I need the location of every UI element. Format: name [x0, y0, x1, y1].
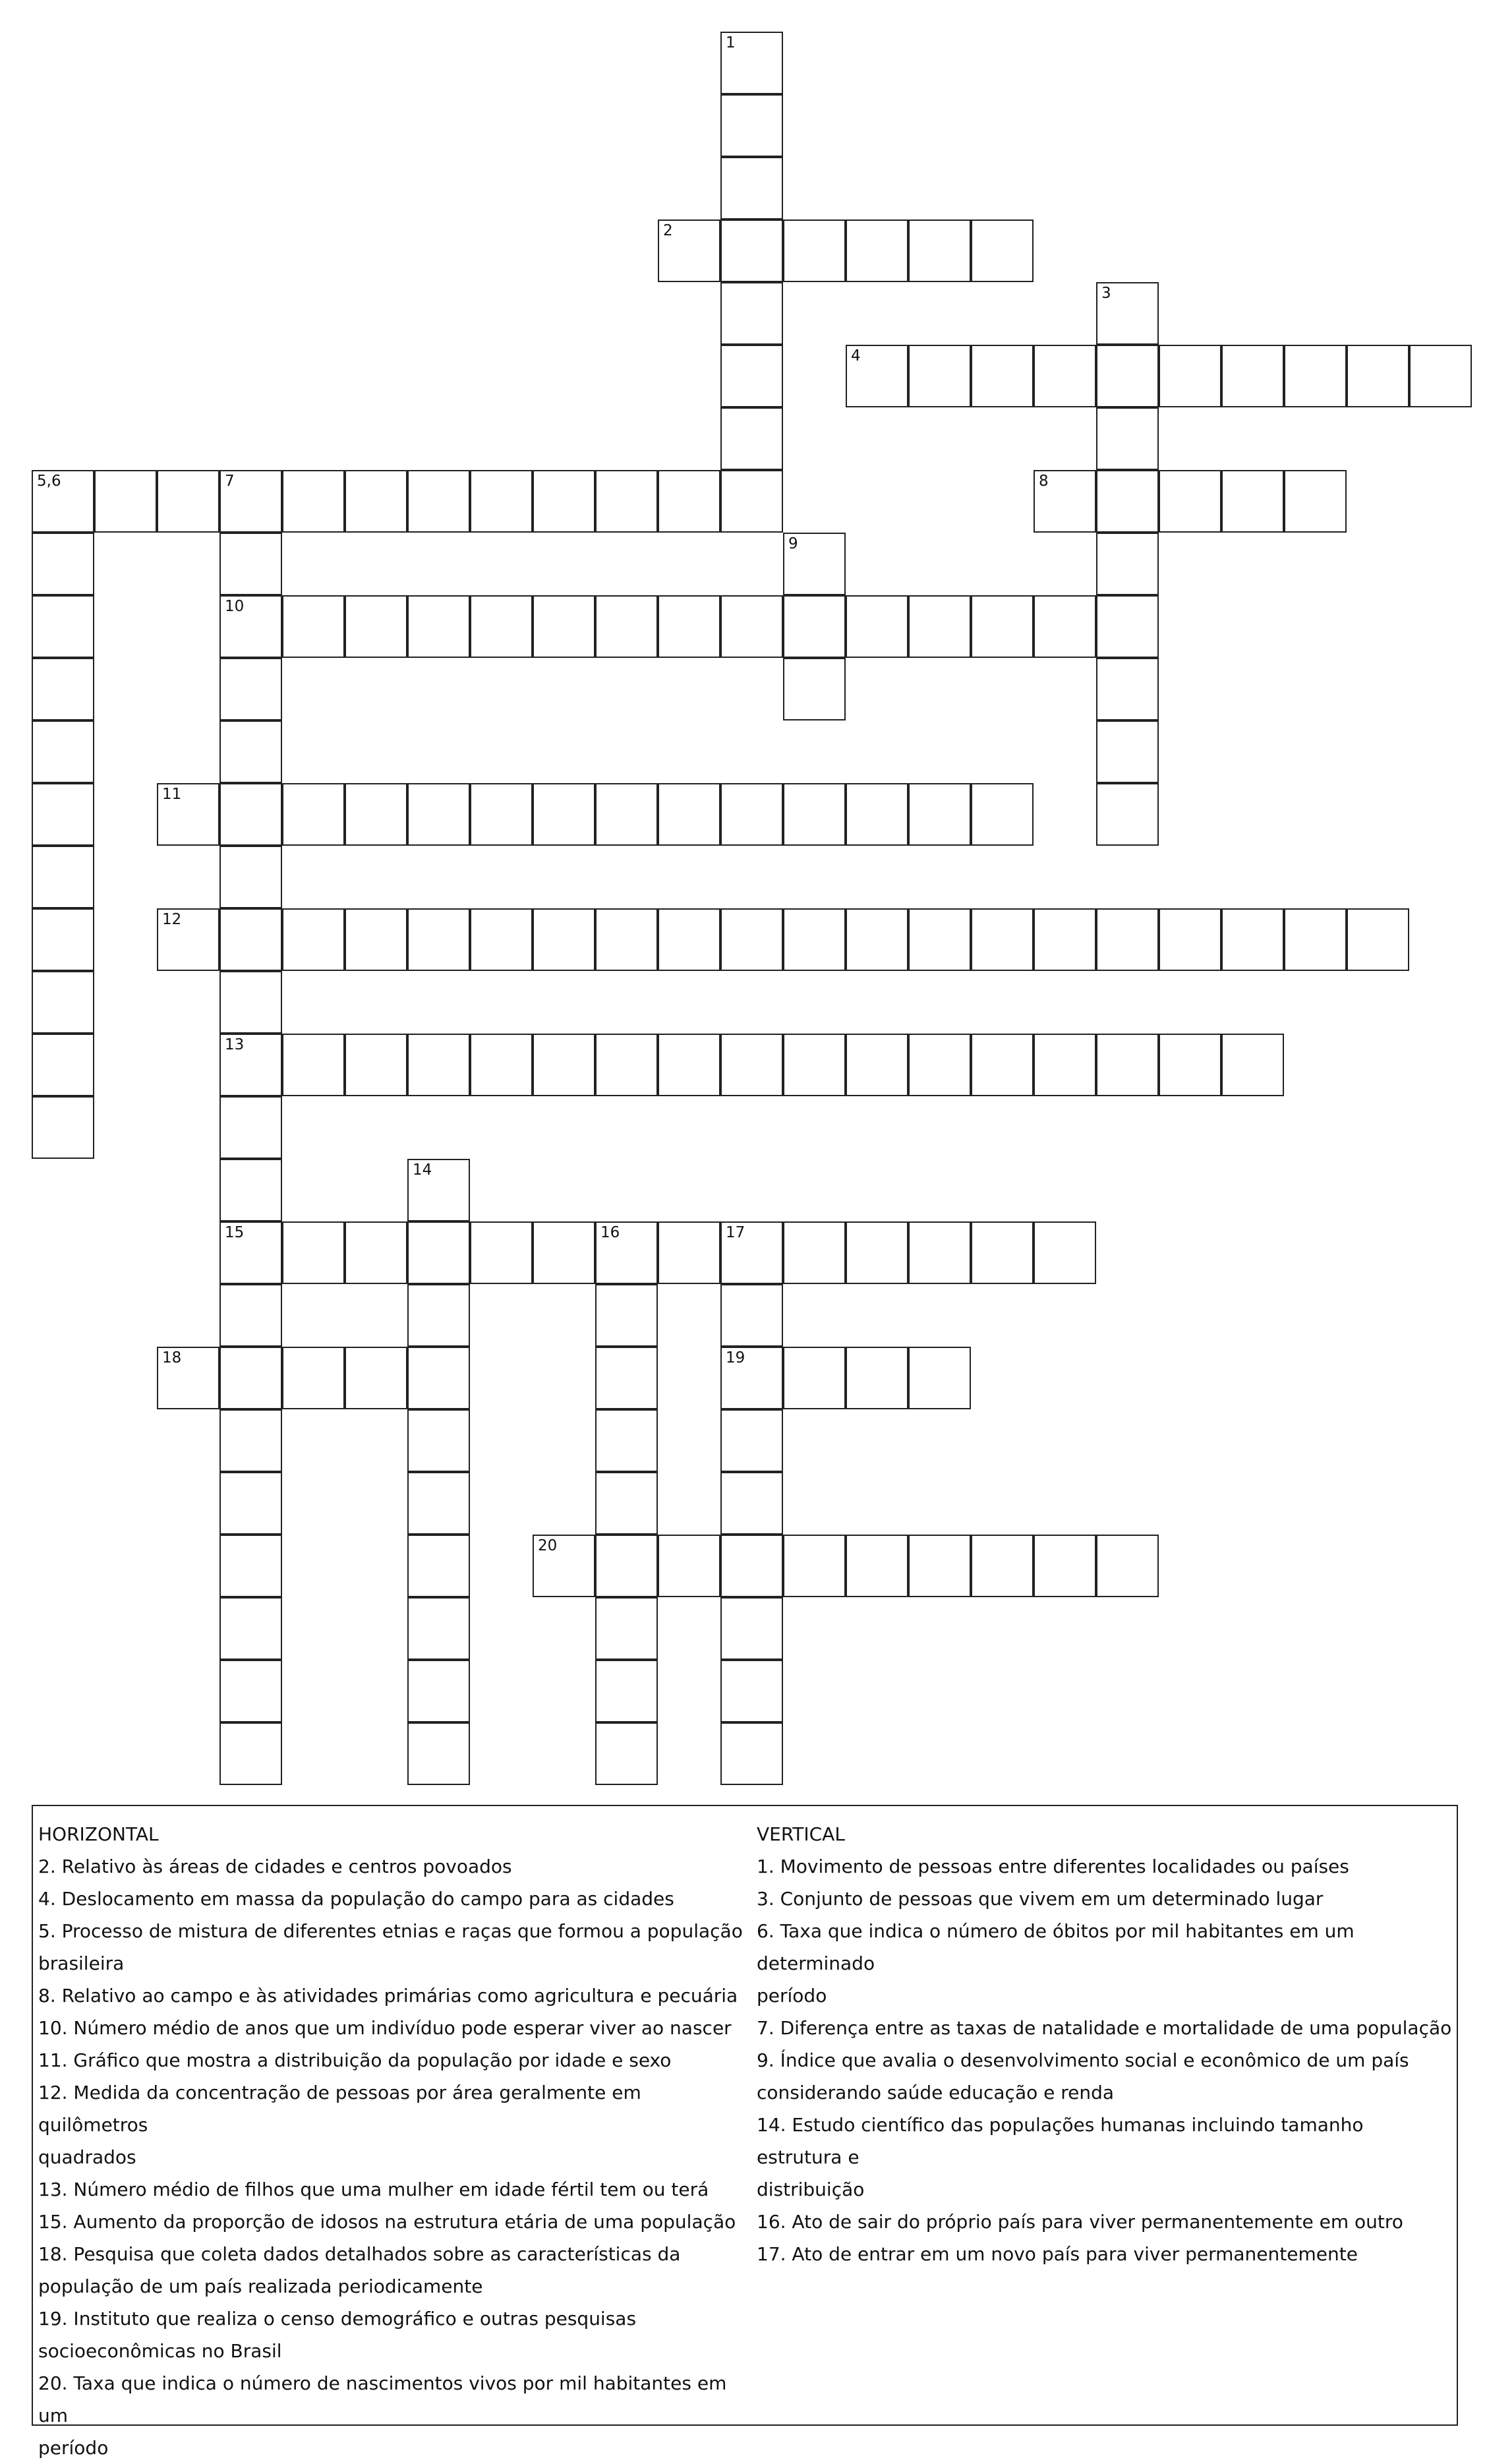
- crossword-cell[interactable]: [533, 783, 595, 846]
- crossword-cell[interactable]: [658, 783, 720, 846]
- crossword-cell[interactable]: [533, 1034, 595, 1096]
- crossword-cell[interactable]: [219, 783, 282, 846]
- clue-number: 17: [726, 1224, 745, 1241]
- crossword-cell[interactable]: [783, 1347, 846, 1409]
- crossword-cell[interactable]: [32, 1096, 94, 1159]
- crossword-cell[interactable]: [157, 908, 219, 971]
- vertical-clue-line: 9. Índice que avalia o desenvolvimento social e econômico de um país: [757, 2049, 1409, 2071]
- horizontal-clue-line: brasileira: [38, 1952, 125, 1974]
- crossword-cell[interactable]: [219, 658, 282, 720]
- crossword-cell[interactable]: [720, 1409, 783, 1472]
- crossword-cell[interactable]: [470, 595, 533, 658]
- crossword-cell[interactable]: [658, 1535, 720, 1597]
- horizontal-clue-line: 15. Aumento da proporção de idosos na estrutura etária de uma população: [38, 2211, 736, 2233]
- crossword-cell[interactable]: [908, 220, 971, 282]
- clue-number: 8: [1039, 473, 1049, 490]
- crossword-cell[interactable]: [1096, 407, 1159, 470]
- crossword-cell[interactable]: [533, 595, 595, 658]
- crossword-cell[interactable]: [407, 1660, 470, 1722]
- crossword-cell[interactable]: [282, 1347, 345, 1409]
- crossword-cell[interactable]: [971, 220, 1034, 282]
- clue-number: 15: [225, 1224, 245, 1241]
- crossword-cell[interactable]: [720, 94, 783, 157]
- crossword-cell[interactable]: [1034, 595, 1096, 658]
- crossword-cell[interactable]: [157, 470, 219, 533]
- crossword-cell[interactable]: [407, 1472, 470, 1535]
- crossword-cell[interactable]: [407, 1159, 470, 1221]
- crossword-cell[interactable]: [407, 1535, 470, 1597]
- crossword-cell[interactable]: [32, 846, 94, 908]
- crossword-cell[interactable]: [470, 908, 533, 971]
- crossword-cell[interactable]: [157, 1347, 219, 1409]
- crossword-cell[interactable]: [1159, 1034, 1221, 1096]
- crossword-cell[interactable]: [720, 407, 783, 470]
- crossword-cell[interactable]: [219, 1472, 282, 1535]
- crossword-cell[interactable]: [407, 783, 470, 846]
- crossword-cell[interactable]: [1096, 282, 1159, 345]
- crossword-cell[interactable]: [282, 595, 345, 658]
- horizontal-clue-line: quadrados: [38, 2146, 136, 2168]
- crossword-cell[interactable]: [32, 470, 94, 533]
- crossword-cell[interactable]: [846, 1221, 908, 1284]
- crossword-cell[interactable]: [32, 971, 94, 1034]
- crossword-cell[interactable]: [1034, 470, 1096, 533]
- crossword-cell[interactable]: [783, 220, 846, 282]
- horizontal-clues: [38, 1818, 747, 2464]
- crossword-cell[interactable]: [783, 908, 846, 971]
- clue-number: 9: [788, 535, 798, 552]
- crossword-cell[interactable]: [595, 1221, 658, 1284]
- crossword-cell[interactable]: [32, 908, 94, 971]
- clue-number: 12: [162, 911, 182, 928]
- crossword-cell[interactable]: [595, 1409, 658, 1472]
- crossword-cell[interactable]: [282, 1034, 345, 1096]
- crossword-cell[interactable]: [720, 1535, 783, 1597]
- crossword-cell[interactable]: [720, 1722, 783, 1785]
- crossword-cell[interactable]: [533, 1221, 595, 1284]
- crossword-cell[interactable]: [971, 908, 1034, 971]
- crossword-cell[interactable]: [1221, 908, 1284, 971]
- crossword-cell[interactable]: [533, 470, 595, 533]
- crossword-cell[interactable]: [219, 1722, 282, 1785]
- crossword-cell[interactable]: [908, 783, 971, 846]
- crossword-cell[interactable]: [720, 157, 783, 220]
- horizontal-clue-line: população de um país realizada periodicamente: [38, 2275, 483, 2297]
- crossword-cell[interactable]: [1034, 908, 1096, 971]
- crossword-cell[interactable]: [720, 32, 783, 94]
- crossword-cell[interactable]: [658, 470, 720, 533]
- crossword-cell[interactable]: [908, 1034, 971, 1096]
- crossword-cell[interactable]: [846, 220, 908, 282]
- crossword-cell[interactable]: [533, 1535, 595, 1597]
- crossword-cell[interactable]: [219, 846, 282, 908]
- horizontal-clues-title: HORIZONTAL: [38, 1823, 159, 1845]
- horizontal-clue-list: [38, 1850, 747, 2464]
- clue-number: 7: [225, 473, 235, 490]
- vertical-clue-line: 14. Estudo científico das populações humanas incluindo tamanho estrutura e: [757, 2114, 1364, 2168]
- vertical-clue-line: 6. Taxa que indica o número de óbitos por mil habitantes em um determinado: [757, 1920, 1355, 1974]
- crossword-cell[interactable]: [219, 1096, 282, 1159]
- crossword-cell[interactable]: [1159, 470, 1221, 533]
- horizontal-clue-line: 8. Relativo ao campo e às atividades primárias como agricultura e pecuária: [38, 1985, 738, 2007]
- horizontal-clue-line: período: [38, 2437, 109, 2459]
- crossword-cell[interactable]: [32, 595, 94, 658]
- crossword-cell[interactable]: [1096, 908, 1159, 971]
- crossword-cell[interactable]: [658, 1034, 720, 1096]
- horizontal-clue-line: 4. Deslocamento em massa da população do campo para as cidades: [38, 1888, 674, 1910]
- crossword-cell[interactable]: [219, 470, 282, 533]
- crossword-cell[interactable]: [1096, 470, 1159, 533]
- crossword-cell[interactable]: [783, 1535, 846, 1597]
- vertical-clue-line: 3. Conjunto de pessoas que vivem em um determinado lugar: [757, 1888, 1324, 1910]
- crossword-cell[interactable]: [971, 1034, 1034, 1096]
- crossword-cell[interactable]: [219, 595, 282, 658]
- crossword-cell[interactable]: [219, 1535, 282, 1597]
- horizontal-clue-line: 11. Gráfico que mostra a distribuição da população por idade e sexo: [38, 2049, 672, 2071]
- crossword-cell[interactable]: [595, 595, 658, 658]
- crossword-cell[interactable]: [1159, 908, 1221, 971]
- crossword-cell[interactable]: [908, 1347, 971, 1409]
- horizontal-clue-line: 2. Relativo às áreas de cidades e centros povoados: [38, 1856, 512, 1877]
- crossword-cell[interactable]: [1034, 1535, 1096, 1597]
- crossword-cell[interactable]: [1096, 658, 1159, 720]
- crossword-cell[interactable]: [407, 595, 470, 658]
- crossword-cell[interactable]: [720, 783, 783, 846]
- crossword-cell[interactable]: [219, 908, 282, 971]
- crossword-cell[interactable]: [219, 1660, 282, 1722]
- crossword-cell[interactable]: [470, 470, 533, 533]
- clue-number: 18: [162, 1349, 182, 1366]
- clue-number: 20: [538, 1537, 558, 1554]
- crossword-cell[interactable]: [470, 1221, 533, 1284]
- crossword-cell[interactable]: [658, 908, 720, 971]
- crossword-cell[interactable]: [720, 470, 783, 533]
- crossword-cell[interactable]: [1221, 1034, 1284, 1096]
- clue-number: 5,6: [37, 473, 61, 490]
- crossword-cell[interactable]: [595, 908, 658, 971]
- crossword-cell[interactable]: [219, 1034, 282, 1096]
- clue-number: 14: [413, 1161, 432, 1179]
- vertical-clue-line: considerando saúde educação e renda: [757, 2082, 1115, 2103]
- crossword-cell[interactable]: [595, 470, 658, 533]
- crossword-cell[interactable]: [282, 1221, 345, 1284]
- crossword-cell[interactable]: [32, 1034, 94, 1096]
- crossword-cell[interactable]: [783, 595, 846, 658]
- crossword-cell[interactable]: [32, 783, 94, 846]
- crossword-cell[interactable]: [720, 1472, 783, 1535]
- vertical-clue-line: 1. Movimento de pessoas entre diferentes localidades ou países: [757, 1856, 1349, 1877]
- crossword-cell[interactable]: [1096, 1034, 1159, 1096]
- vertical-clue-line: distribuição: [757, 2179, 865, 2200]
- vertical-clue-line: período: [757, 1985, 827, 2007]
- crossword-cell[interactable]: [908, 345, 971, 407]
- crossword-cell[interactable]: [595, 1660, 658, 1722]
- crossword-cell[interactable]: [1284, 470, 1347, 533]
- crossword-cell[interactable]: [720, 908, 783, 971]
- horizontal-clue-line: socioeconômicas no Brasil: [38, 2340, 282, 2362]
- crossword-cell[interactable]: [1347, 345, 1409, 407]
- crossword-cell[interactable]: [282, 783, 345, 846]
- crossword-cell[interactable]: [908, 1535, 971, 1597]
- crossword-cell[interactable]: [219, 1347, 282, 1409]
- crossword-cell[interactable]: [595, 1472, 658, 1535]
- horizontal-clue-line: 13. Número médio de filhos que uma mulher em idade fértil tem ou terá: [38, 2179, 709, 2200]
- clue-number: 16: [600, 1224, 620, 1241]
- vertical-clue-line: 16. Ato de sair do próprio país para viver permanentemente em outro: [757, 2211, 1403, 2233]
- clue-number: 2: [663, 222, 673, 239]
- crossword-cell[interactable]: [407, 1284, 470, 1347]
- crossword-cell[interactable]: [971, 1221, 1034, 1284]
- crossword-cell[interactable]: [846, 595, 908, 658]
- crossword-cell[interactable]: [219, 533, 282, 595]
- crossword-cell[interactable]: [1221, 345, 1284, 407]
- crossword-cell[interactable]: [1096, 595, 1159, 658]
- crossword-cell[interactable]: [407, 470, 470, 533]
- crossword-cell[interactable]: [720, 1660, 783, 1722]
- horizontal-clue-line: 19. Instituto que realiza o censo demográfico e outras pesquisas: [38, 2308, 637, 2330]
- crossword-cell[interactable]: [219, 1221, 282, 1284]
- crossword-cell[interactable]: [533, 908, 595, 971]
- crossword-cell[interactable]: [407, 1722, 470, 1785]
- crossword-cell[interactable]: [407, 1034, 470, 1096]
- crossword-cell[interactable]: [345, 470, 407, 533]
- horizontal-clue-line: 5. Processo de mistura de diferentes etnias e raças que formou a população: [38, 1920, 743, 1942]
- crossword-cell[interactable]: [783, 1034, 846, 1096]
- crossword-cell[interactable]: [783, 783, 846, 846]
- crossword-cell[interactable]: [345, 1221, 407, 1284]
- crossword-cell[interactable]: [345, 1347, 407, 1409]
- crossword-cell[interactable]: [219, 1284, 282, 1347]
- crossword-cell[interactable]: [1096, 720, 1159, 783]
- crossword-cell[interactable]: [407, 1409, 470, 1472]
- crossword-cell[interactable]: [1096, 533, 1159, 595]
- crossword-cell[interactable]: [407, 1347, 470, 1409]
- clue-number: 11: [162, 786, 182, 803]
- crossword-cell[interactable]: [783, 533, 846, 595]
- vertical-clues-title: VERTICAL: [757, 1823, 845, 1845]
- crossword-cell[interactable]: [658, 220, 720, 282]
- crossword-cell[interactable]: [595, 1722, 658, 1785]
- horizontal-clue-line: 10. Número médio de anos que um indivíduo pode esperar viver ao nascer: [38, 2017, 732, 2039]
- crossword-cell[interactable]: [595, 1284, 658, 1347]
- horizontal-clue-line: 12. Medida da concentração de pessoas por área geralmente em quilômetros: [38, 2082, 641, 2136]
- vertical-clue-line: 7. Diferença entre as taxas de natalidade e mortalidade de uma população: [757, 2017, 1452, 2039]
- crossword-cell[interactable]: [219, 1159, 282, 1221]
- crossword-cell[interactable]: [971, 783, 1034, 846]
- crossword-cell[interactable]: [971, 1535, 1034, 1597]
- crossword-cell[interactable]: [846, 345, 908, 407]
- crossword-cell[interactable]: [345, 595, 407, 658]
- crossword-cell[interactable]: [157, 783, 219, 846]
- crossword-cell[interactable]: [219, 971, 282, 1034]
- crossword-cell[interactable]: [658, 595, 720, 658]
- crossword-cell[interactable]: [720, 1034, 783, 1096]
- crossword-cell[interactable]: [1034, 1034, 1096, 1096]
- vertical-clue-list: [757, 1850, 1452, 2270]
- clue-number: 1: [726, 34, 736, 51]
- crossword-cell[interactable]: [595, 1597, 658, 1660]
- crossword-cell[interactable]: [219, 720, 282, 783]
- crossword-cell[interactable]: [345, 1034, 407, 1096]
- crossword-cell[interactable]: [282, 470, 345, 533]
- crossword-cell[interactable]: [1284, 908, 1347, 971]
- vertical-clues: [757, 1818, 1452, 2270]
- crossword-cell[interactable]: [219, 1597, 282, 1660]
- crossword-cell[interactable]: [908, 1221, 971, 1284]
- crossword-cell[interactable]: [470, 1034, 533, 1096]
- crossword-cell[interactable]: [720, 1221, 783, 1284]
- crossword-cell[interactable]: [720, 595, 783, 658]
- crossword-cell[interactable]: [1096, 1535, 1159, 1597]
- crossword-cell[interactable]: [595, 1034, 658, 1096]
- crossword-cell[interactable]: [846, 1034, 908, 1096]
- crossword-cell[interactable]: [345, 783, 407, 846]
- crossword-cell[interactable]: [908, 595, 971, 658]
- clue-number: 19: [726, 1349, 745, 1366]
- crossword-cell[interactable]: [1221, 470, 1284, 533]
- crossword-cell[interactable]: [1096, 783, 1159, 846]
- crossword-cell[interactable]: [1096, 345, 1159, 407]
- crossword-cell[interactable]: [1284, 345, 1347, 407]
- crossword-cell[interactable]: [720, 1597, 783, 1660]
- crossword-cell[interactable]: [846, 1535, 908, 1597]
- crossword-cell[interactable]: [595, 1347, 658, 1409]
- crossword-cell[interactable]: [407, 1597, 470, 1660]
- crossword-cell[interactable]: [407, 1221, 470, 1284]
- clues-box: [32, 1805, 1458, 2459]
- crossword-cell[interactable]: [720, 220, 783, 282]
- clue-number: 13: [225, 1036, 245, 1053]
- crossword-cell[interactable]: [1034, 1221, 1096, 1284]
- clue-number: 4: [851, 347, 861, 365]
- crossword-cell[interactable]: [94, 470, 157, 533]
- crossword-cell[interactable]: [407, 908, 470, 971]
- crossword-cell[interactable]: [783, 1221, 846, 1284]
- clue-number: 10: [225, 598, 245, 615]
- crossword-cell[interactable]: [32, 533, 94, 595]
- crossword-cell[interactable]: [720, 282, 783, 345]
- crossword-cell[interactable]: [783, 658, 846, 720]
- horizontal-clue-line: 18. Pesquisa que coleta dados detalhados sobre as características da: [38, 2243, 681, 2265]
- crossword-cell[interactable]: [595, 1535, 658, 1597]
- crossword-cell[interactable]: [971, 345, 1034, 407]
- crossword-cell[interactable]: [846, 1347, 908, 1409]
- crossword-cell[interactable]: [720, 1284, 783, 1347]
- crossword-cell[interactable]: [219, 1409, 282, 1472]
- crossword-cell[interactable]: [846, 908, 908, 971]
- crossword-cell[interactable]: [595, 783, 658, 846]
- crossword-cell[interactable]: [1347, 908, 1409, 971]
- crossword-cell[interactable]: [345, 908, 407, 971]
- clue-number: 3: [1101, 285, 1111, 302]
- crossword-cell[interactable]: [720, 345, 783, 407]
- crossword-cell[interactable]: [32, 658, 94, 720]
- crossword-cell[interactable]: [971, 595, 1034, 658]
- crossword-cell[interactable]: [1409, 345, 1472, 407]
- crossword-cell[interactable]: [1159, 345, 1221, 407]
- crossword-cell[interactable]: [720, 1347, 783, 1409]
- crossword-cell[interactable]: [470, 783, 533, 846]
- crossword-cell[interactable]: [846, 783, 908, 846]
- crossword-cell[interactable]: [908, 908, 971, 971]
- vertical-clue-line: 17. Ato de entrar em um novo país para viver permanentemente: [757, 2243, 1358, 2265]
- horizontal-clue-line: 20. Taxa que indica o número de nascimentos vivos por mil habitantes em um: [38, 2372, 727, 2426]
- crossword-cell[interactable]: [658, 1221, 720, 1284]
- crossword-cell[interactable]: [1034, 345, 1096, 407]
- crossword-cell[interactable]: [282, 908, 345, 971]
- crossword-cell[interactable]: [32, 720, 94, 783]
